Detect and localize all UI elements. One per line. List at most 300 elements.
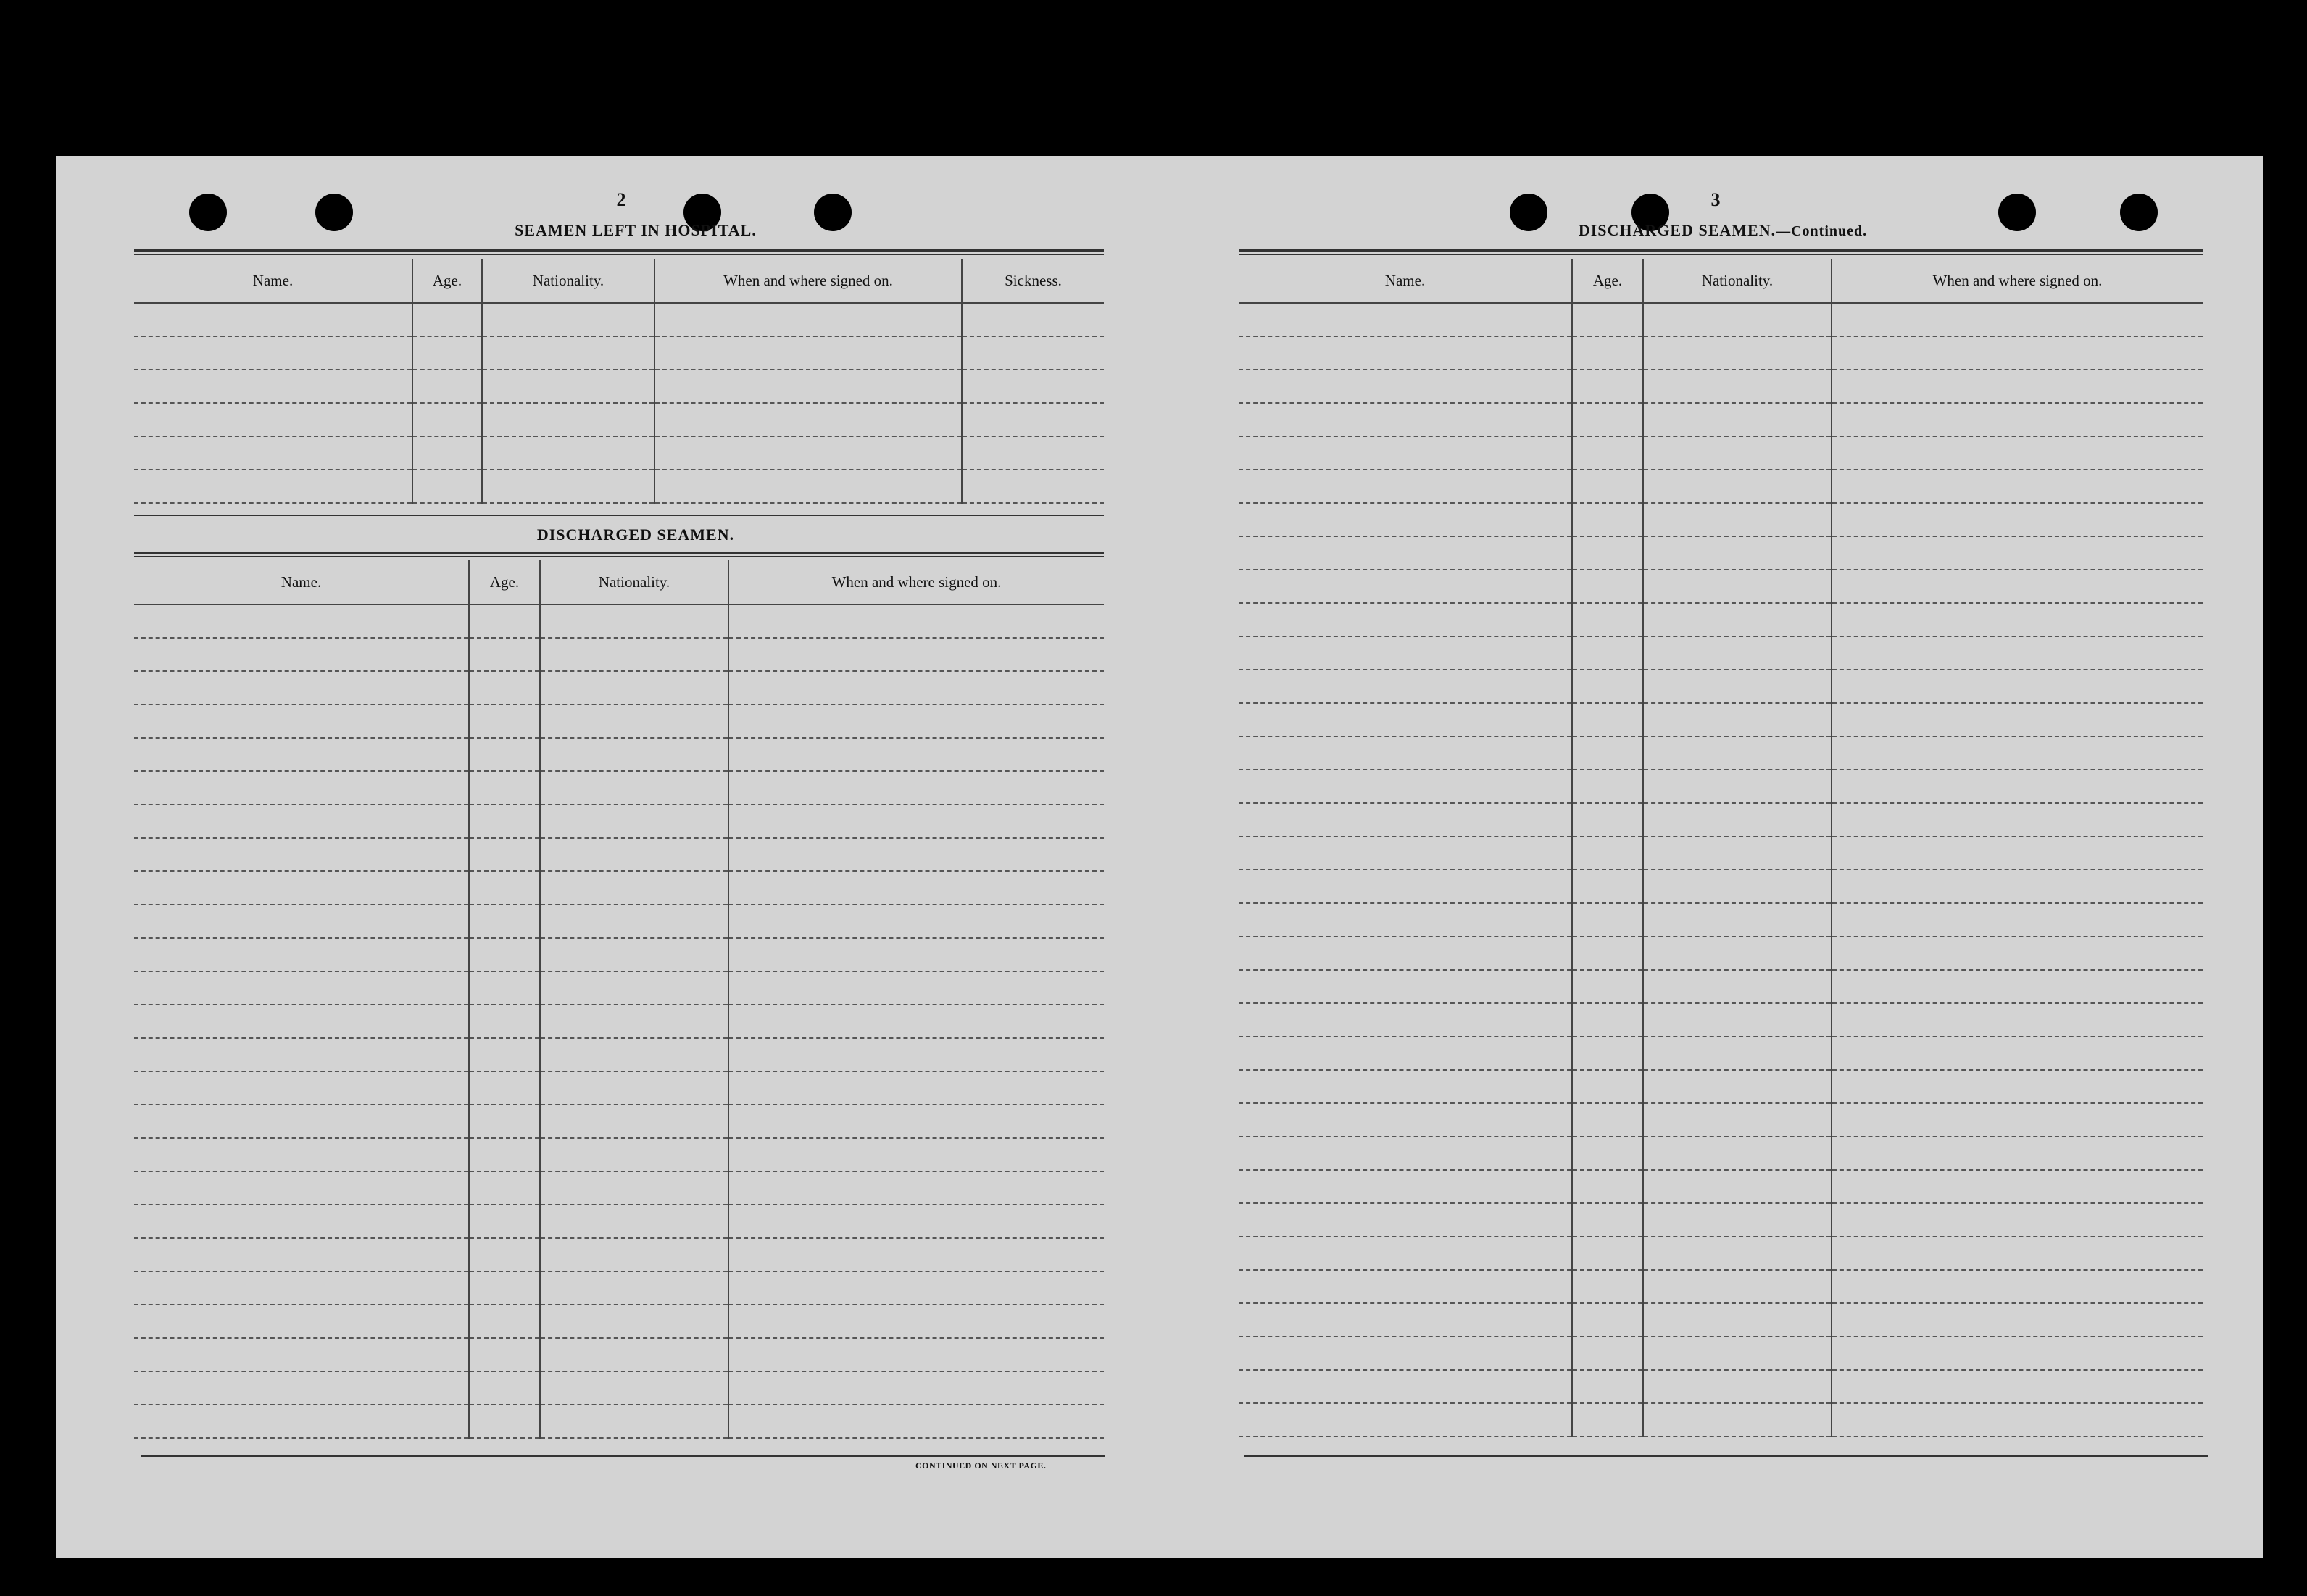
blank-cell [482, 436, 654, 470]
blank-cell [1572, 470, 1643, 503]
blank-cell [1239, 403, 1572, 436]
blank-cell [134, 938, 469, 971]
blank-cell [962, 436, 1104, 470]
discharged-section-title: DISCHARGED SEAMEN. [536, 525, 735, 544]
blank-cell [1643, 636, 1832, 670]
discharged-continued-title [1505, 221, 1940, 240]
blank-cell [540, 1105, 728, 1138]
column-header: Nationality. [482, 259, 654, 303]
blank-cell [1239, 636, 1572, 670]
blank-cell [412, 370, 482, 403]
blank-cell [1643, 1270, 1832, 1303]
table-row [134, 805, 1104, 838]
table-row [1239, 903, 2203, 936]
blank-cell [469, 1305, 540, 1338]
blank-cell [1572, 870, 1643, 903]
blank-cell [1832, 1203, 2203, 1237]
table-row [1239, 870, 2203, 903]
blank-cell [540, 1371, 728, 1405]
table-row [1239, 570, 2203, 603]
table-row [1239, 1170, 2203, 1203]
blank-cell [728, 705, 1104, 738]
blank-cell [1643, 1103, 1832, 1136]
double-rule [1239, 249, 2203, 255]
blank-cell [1239, 303, 1572, 336]
blank-cell [1643, 470, 1832, 503]
blank-cell [482, 403, 654, 436]
blank-cell [1572, 536, 1643, 570]
blank-cell [728, 905, 1104, 938]
blank-cell [1643, 870, 1832, 903]
blank-cell [134, 671, 469, 705]
blank-cell [469, 705, 540, 738]
blank-cell [728, 805, 1104, 838]
blank-cell [469, 938, 540, 971]
table-row [1239, 1003, 2203, 1036]
blank-cell [1239, 370, 1572, 403]
blank-cell [962, 403, 1104, 436]
table-row [134, 1071, 1104, 1105]
table-row [1239, 436, 2203, 470]
blank-cell [1239, 603, 1572, 636]
table-row [134, 1238, 1104, 1271]
blank-cell [1572, 1170, 1643, 1203]
blank-cell [1643, 303, 1832, 336]
blank-cell [469, 738, 540, 771]
table-row [134, 470, 1104, 503]
blank-cell [728, 1171, 1104, 1205]
blank-cell [654, 403, 962, 436]
table-row [134, 1305, 1104, 1338]
blank-cell [1643, 936, 1832, 970]
blank-cell [540, 1171, 728, 1205]
blank-cell [134, 436, 412, 470]
blank-cell [540, 1338, 728, 1371]
blank-cell [1832, 803, 2203, 836]
blank-cell [540, 771, 728, 805]
blank-cell [469, 1071, 540, 1105]
blank-cell [728, 1138, 1104, 1171]
table-row [134, 604, 1104, 638]
table-row [1239, 1136, 2203, 1170]
table-row [1239, 970, 2203, 1003]
punch-hole [189, 194, 227, 231]
blank-cell [1643, 803, 1832, 836]
blank-cell [1572, 370, 1643, 403]
blank-cell [1643, 1370, 1832, 1403]
blank-cell [134, 1038, 469, 1071]
blank-cell [1832, 370, 2203, 403]
blank-cell [1832, 736, 2203, 770]
page-number-right: 3 [1710, 189, 1721, 210]
blank-cell [1832, 1036, 2203, 1070]
blank-cell [540, 671, 728, 705]
blank-cell [540, 738, 728, 771]
blank-cell [469, 671, 540, 705]
blank-cell [540, 905, 728, 938]
blank-cell [134, 403, 412, 436]
blank-cell [134, 971, 469, 1005]
blank-cell [134, 470, 412, 503]
blank-cell [1239, 503, 1572, 536]
table-row [134, 1405, 1104, 1438]
table-row [134, 403, 1104, 436]
blank-cell [469, 1038, 540, 1071]
table-row [134, 1038, 1104, 1071]
blank-cell [1239, 836, 1572, 870]
table-row [134, 871, 1104, 905]
blank-cell [1643, 670, 1832, 703]
blank-cell [1572, 736, 1643, 770]
blank-cell [1239, 670, 1572, 703]
blank-cell [1832, 503, 2203, 536]
blank-cell [540, 1271, 728, 1305]
blank-cell [134, 705, 469, 738]
blank-cell [1643, 1303, 1832, 1337]
blank-cell [1239, 870, 1572, 903]
blank-cell [728, 1005, 1104, 1038]
blank-cell [1832, 1003, 2203, 1036]
blank-cell [962, 370, 1104, 403]
blank-cell [1643, 1136, 1832, 1170]
blank-cell [1239, 1237, 1572, 1270]
blank-cell [1239, 903, 1572, 936]
blank-cell [1832, 936, 2203, 970]
blank-cell [469, 871, 540, 905]
blank-cell [469, 1171, 540, 1205]
continued-note: CONTINUED ON NEXT PAGE. [915, 1460, 1047, 1471]
blank-cell [1572, 1270, 1643, 1303]
blank-cell [1572, 670, 1643, 703]
blank-cell [1572, 570, 1643, 603]
table-row [1239, 703, 2203, 736]
column-header: When and where signed on. [654, 259, 962, 303]
blank-cell [1643, 703, 1832, 736]
blank-cell [469, 1271, 540, 1305]
table-row [134, 638, 1104, 671]
blank-cell [1572, 703, 1643, 736]
blank-cell [540, 1405, 728, 1438]
blank-cell [134, 1205, 469, 1238]
table-row [1239, 336, 2203, 370]
blank-cell [1643, 970, 1832, 1003]
blank-cell [1572, 803, 1643, 836]
blank-cell [1572, 603, 1643, 636]
table-row [1239, 1070, 2203, 1103]
blank-cell [540, 971, 728, 1005]
blank-cell [1572, 903, 1643, 936]
blank-cell [1643, 603, 1832, 636]
blank-cell [728, 871, 1104, 905]
blank-cell [1572, 1303, 1643, 1337]
blank-cell [1643, 1070, 1832, 1103]
blank-cell [1832, 1070, 2203, 1103]
blank-cell [1239, 1337, 1572, 1370]
punch-hole [2120, 194, 2158, 231]
table-row [134, 971, 1104, 1005]
blank-cell [1643, 1337, 1832, 1370]
title-main: DISCHARGED SEAMEN. [1578, 221, 1776, 239]
bottom-rule [141, 1455, 1105, 1457]
blank-cell [1643, 836, 1832, 870]
blank-cell [1572, 1070, 1643, 1103]
table-row [134, 303, 1104, 336]
column-header: Nationality. [540, 560, 728, 604]
blank-cell [1643, 1170, 1832, 1203]
discharged-table-left [134, 560, 1104, 1439]
column-header: When and where signed on. [728, 560, 1104, 604]
double-rule [134, 552, 1104, 557]
blank-cell [1572, 1403, 1643, 1437]
column-header: Name. [134, 560, 469, 604]
blank-cell [134, 1105, 469, 1138]
bottom-rule [1244, 1455, 2208, 1457]
blank-cell [1572, 1103, 1643, 1136]
blank-cell [1572, 1237, 1643, 1270]
section-rule [134, 515, 1104, 516]
blank-cell [1643, 1403, 1832, 1437]
table-row [1239, 636, 2203, 670]
table-row [1239, 1303, 2203, 1337]
blank-cell [1643, 370, 1832, 403]
blank-cell [1572, 1003, 1643, 1036]
blank-cell [1239, 1270, 1572, 1303]
column-header: Sickness. [962, 259, 1104, 303]
blank-cell [134, 370, 412, 403]
table-row [134, 1138, 1104, 1171]
blank-cell [134, 871, 469, 905]
table-row [134, 771, 1104, 805]
table-row [134, 1205, 1104, 1238]
blank-cell [469, 1371, 540, 1405]
blank-cell [134, 1271, 469, 1305]
blank-cell [1832, 836, 2203, 870]
table-row [1239, 1370, 2203, 1403]
blank-cell [469, 638, 540, 671]
blank-cell [482, 370, 654, 403]
blank-cell [1239, 770, 1572, 803]
column-header: Name. [134, 259, 412, 303]
table-row [1239, 603, 2203, 636]
blank-cell [728, 771, 1104, 805]
blank-cell [728, 971, 1104, 1005]
blank-cell [1832, 1303, 2203, 1337]
punch-hole [1998, 194, 2036, 231]
table-row [134, 1105, 1104, 1138]
blank-cell [1643, 770, 1832, 803]
blank-cell [1832, 1170, 2203, 1203]
blank-cell [134, 838, 469, 871]
table-row [134, 1338, 1104, 1371]
blank-cell [1239, 1070, 1572, 1103]
blank-cell [134, 1171, 469, 1205]
blank-cell [1832, 603, 2203, 636]
blank-cell [1643, 336, 1832, 370]
blank-cell [540, 1138, 728, 1171]
blank-cell [469, 1205, 540, 1238]
blank-cell [1832, 670, 2203, 703]
blank-cell [540, 604, 728, 638]
blank-cell [1239, 1136, 1572, 1170]
blank-cell [1572, 336, 1643, 370]
table-row [1239, 770, 2203, 803]
table-row [134, 705, 1104, 738]
blank-cell [1643, 1003, 1832, 1036]
table-row [134, 436, 1104, 470]
blank-cell [1239, 1370, 1572, 1403]
blank-cell [1239, 536, 1572, 570]
table-row [134, 336, 1104, 370]
blank-cell [728, 938, 1104, 971]
blank-cell [469, 1105, 540, 1138]
blank-cell [1832, 570, 2203, 603]
blank-cell [134, 1238, 469, 1271]
blank-cell [1832, 1403, 2203, 1437]
blank-cell [1239, 1003, 1572, 1036]
blank-cell [1832, 1136, 2203, 1170]
table-row [1239, 1203, 2203, 1237]
blank-cell [469, 1138, 540, 1171]
blank-cell [1239, 470, 1572, 503]
blank-cell [469, 1238, 540, 1271]
table-row [1239, 1036, 2203, 1070]
blank-cell [482, 336, 654, 370]
table-row [1239, 803, 2203, 836]
blank-cell [654, 370, 962, 403]
blank-cell [540, 1038, 728, 1071]
table-row [1239, 1237, 2203, 1270]
discharged-table-right [1239, 259, 2203, 1437]
table-row [134, 738, 1104, 771]
blank-cell [412, 436, 482, 470]
table-row [1239, 470, 2203, 503]
table-row [1239, 1403, 2203, 1437]
blank-cell [1832, 1337, 2203, 1370]
blank-cell [1643, 736, 1832, 770]
table-row [134, 938, 1104, 971]
blank-cell [728, 738, 1104, 771]
table-row [1239, 736, 2203, 770]
blank-cell [469, 604, 540, 638]
blank-cell [412, 336, 482, 370]
column-header: Age. [469, 560, 540, 604]
punch-hole [315, 194, 353, 231]
blank-cell [1239, 736, 1572, 770]
blank-cell [1832, 303, 2203, 336]
table-row [1239, 1270, 2203, 1303]
hospital-table [134, 259, 1104, 504]
blank-cell [962, 336, 1104, 370]
table-row [1239, 936, 2203, 970]
blank-cell [1239, 703, 1572, 736]
blank-cell [1572, 503, 1643, 536]
blank-cell [1832, 1370, 2203, 1403]
table-row [134, 838, 1104, 871]
blank-cell [134, 1371, 469, 1405]
blank-cell [1572, 1136, 1643, 1170]
blank-cell [1643, 1237, 1832, 1270]
blank-cell [1239, 436, 1572, 470]
blank-cell [1832, 536, 2203, 570]
blank-cell [1572, 636, 1643, 670]
table-row [1239, 370, 2203, 403]
column-header: Nationality. [1643, 259, 1832, 303]
blank-cell [1643, 536, 1832, 570]
blank-cell [540, 638, 728, 671]
blank-cell [728, 1305, 1104, 1338]
blank-cell [962, 303, 1104, 336]
blank-cell [540, 1305, 728, 1338]
blank-cell [728, 1105, 1104, 1138]
blank-cell [134, 771, 469, 805]
blank-cell [1239, 1203, 1572, 1237]
title-suffix: —Continued. [1776, 223, 1868, 239]
blank-cell [134, 1338, 469, 1371]
table-row [1239, 503, 2203, 536]
blank-cell [469, 1005, 540, 1038]
blank-cell [134, 738, 469, 771]
blank-cell [1832, 403, 2203, 436]
blank-cell [134, 1138, 469, 1171]
blank-cell [728, 1071, 1104, 1105]
blank-cell [1832, 870, 2203, 903]
blank-cell [134, 303, 412, 336]
column-header: Name. [1239, 259, 1572, 303]
blank-cell [728, 1371, 1104, 1405]
blank-cell [482, 303, 654, 336]
blank-cell [728, 1405, 1104, 1438]
blank-cell [1239, 1170, 1572, 1203]
blank-cell [134, 604, 469, 638]
blank-cell [540, 805, 728, 838]
blank-cell [540, 938, 728, 971]
blank-cell [728, 671, 1104, 705]
table-row [1239, 303, 2203, 336]
blank-cell [412, 403, 482, 436]
blank-cell [134, 1305, 469, 1338]
blank-cell [1643, 1203, 1832, 1237]
blank-cell [1832, 436, 2203, 470]
table-row [134, 370, 1104, 403]
blank-cell [1643, 1036, 1832, 1070]
blank-cell [1832, 1270, 2203, 1303]
blank-cell [469, 1338, 540, 1371]
table-row [134, 1005, 1104, 1038]
blank-cell [1239, 803, 1572, 836]
blank-cell [134, 1005, 469, 1038]
blank-cell [412, 470, 482, 503]
table-row [1239, 403, 2203, 436]
blank-cell [1643, 903, 1832, 936]
blank-cell [1832, 970, 2203, 1003]
blank-cell [654, 470, 962, 503]
blank-cell [1239, 970, 1572, 1003]
column-header: Age. [412, 259, 482, 303]
table-row [1239, 670, 2203, 703]
blank-cell [134, 1405, 469, 1438]
blank-cell [1572, 770, 1643, 803]
blank-cell [1239, 1036, 1572, 1070]
blank-cell [540, 871, 728, 905]
blank-cell [134, 1071, 469, 1105]
blank-cell [1239, 570, 1572, 603]
blank-cell [540, 705, 728, 738]
blank-cell [134, 905, 469, 938]
page-number-left: 2 [616, 189, 626, 210]
manifest-sheet [56, 156, 2263, 1558]
table-row [1239, 836, 2203, 870]
blank-cell [1239, 1403, 1572, 1437]
